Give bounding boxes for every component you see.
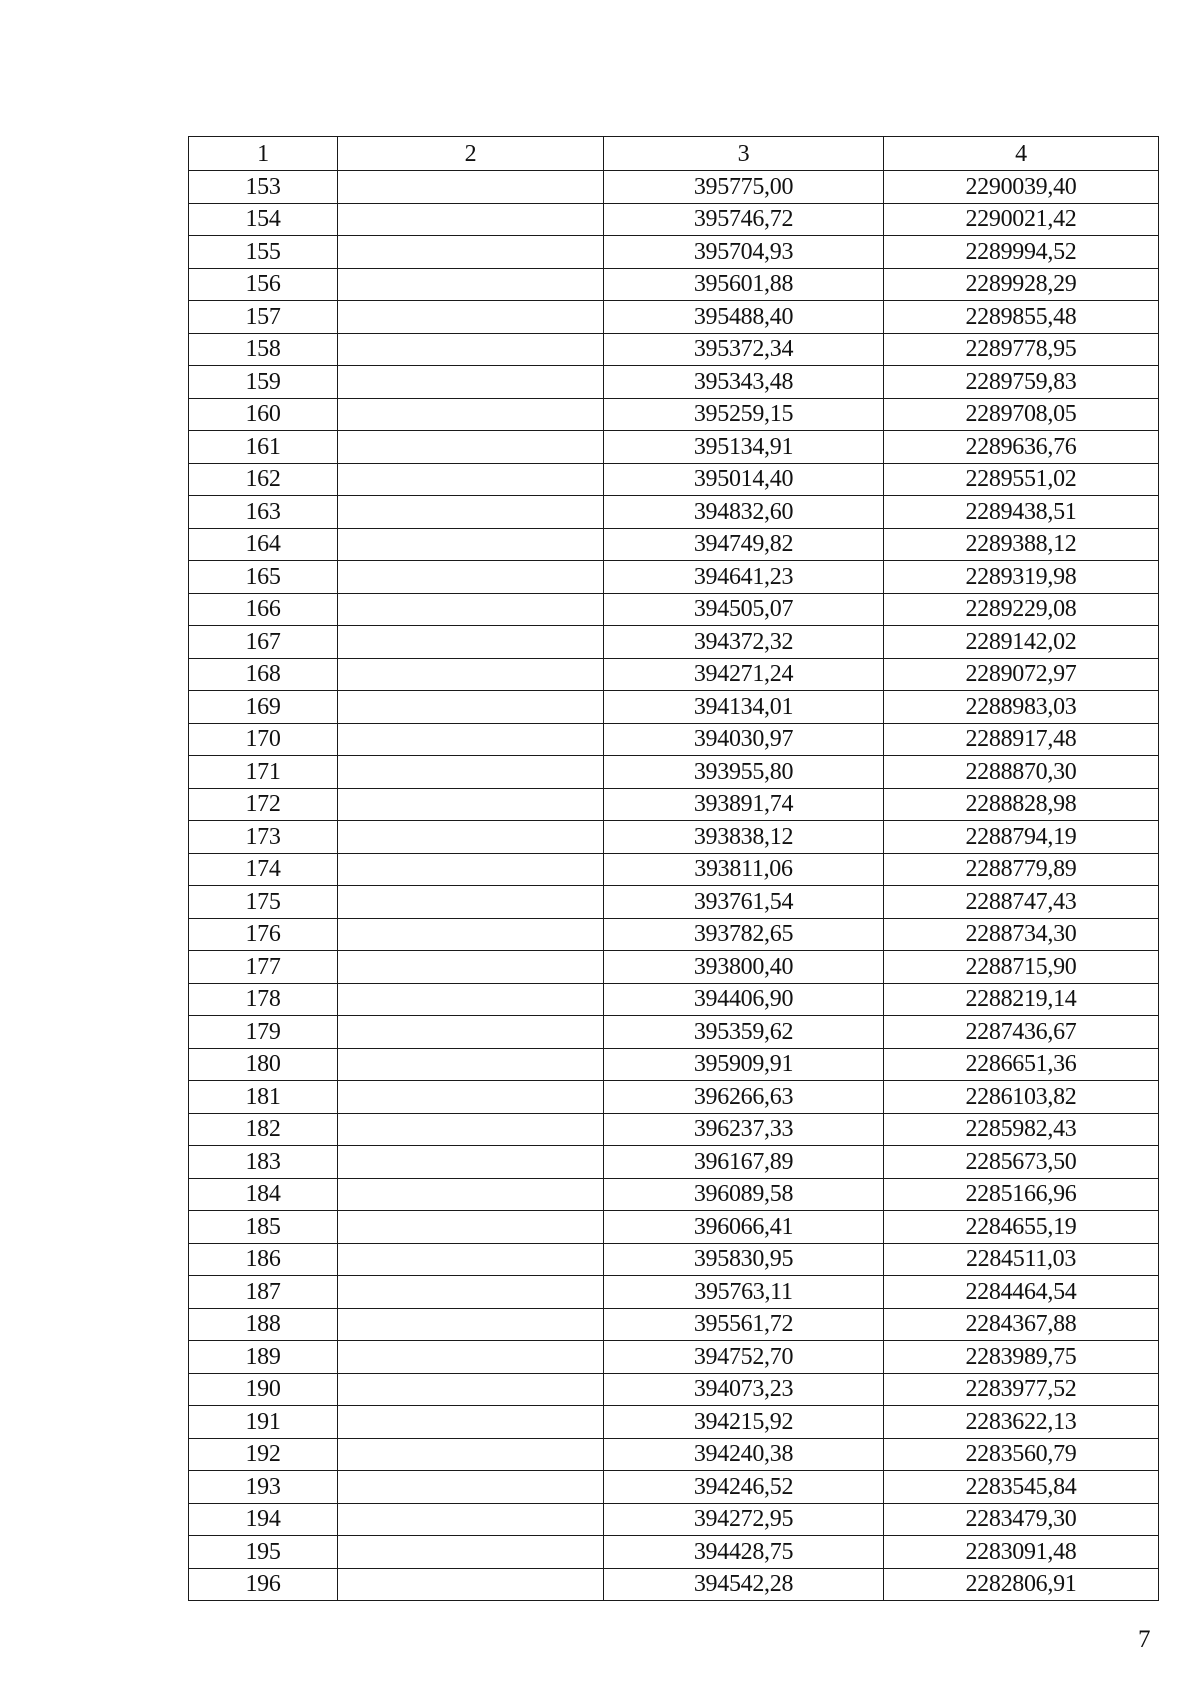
table-row bbox=[189, 1471, 1159, 1504]
y-coordinate-cell: 2288828,98 bbox=[884, 788, 1159, 821]
table-row bbox=[189, 366, 1159, 399]
point-number-cell: 185 bbox=[189, 1211, 338, 1244]
x-coordinate-cell: 394240,38 bbox=[604, 1438, 884, 1471]
point-number-cell: 194 bbox=[189, 1503, 338, 1536]
y-coordinate-cell: 2287436,67 bbox=[884, 1016, 1159, 1049]
description-cell bbox=[338, 463, 604, 496]
point-number-cell: 153 bbox=[189, 171, 338, 204]
description-cell bbox=[338, 1178, 604, 1211]
y-coordinate-cell: 2285166,96 bbox=[884, 1178, 1159, 1211]
x-coordinate-cell: 395601,88 bbox=[604, 268, 884, 301]
y-coordinate-cell: 2289759,83 bbox=[884, 366, 1159, 399]
point-number-cell: 174 bbox=[189, 853, 338, 886]
table-row bbox=[189, 1146, 1159, 1179]
y-coordinate-cell: 2289778,95 bbox=[884, 333, 1159, 366]
y-coordinate-cell: 2289388,12 bbox=[884, 528, 1159, 561]
y-coordinate-cell: 2288734,30 bbox=[884, 918, 1159, 951]
y-coordinate-cell: 2289855,48 bbox=[884, 301, 1159, 334]
table-row bbox=[189, 788, 1159, 821]
description-cell bbox=[338, 1406, 604, 1439]
y-coordinate-cell: 2290021,42 bbox=[884, 203, 1159, 236]
x-coordinate-cell: 393838,12 bbox=[604, 821, 884, 854]
x-coordinate-cell: 395134,91 bbox=[604, 431, 884, 464]
x-coordinate-cell: 393782,65 bbox=[604, 918, 884, 951]
x-coordinate-cell: 395704,93 bbox=[604, 236, 884, 269]
point-number-cell: 172 bbox=[189, 788, 338, 821]
description-cell bbox=[338, 1503, 604, 1536]
x-coordinate-cell: 394215,92 bbox=[604, 1406, 884, 1439]
x-coordinate-cell: 394271,24 bbox=[604, 658, 884, 691]
x-coordinate-cell: 394272,95 bbox=[604, 1503, 884, 1536]
description-cell bbox=[338, 626, 604, 659]
x-coordinate-cell: 394134,01 bbox=[604, 691, 884, 724]
description-cell bbox=[338, 398, 604, 431]
description-cell bbox=[338, 1536, 604, 1569]
table-row bbox=[189, 1113, 1159, 1146]
y-coordinate-cell: 2289551,02 bbox=[884, 463, 1159, 496]
point-number-cell: 170 bbox=[189, 723, 338, 756]
page-number: 7 bbox=[1138, 1626, 1151, 1653]
description-cell bbox=[338, 983, 604, 1016]
table-row bbox=[189, 886, 1159, 919]
table-row bbox=[189, 1178, 1159, 1211]
x-coordinate-cell: 394832,60 bbox=[604, 496, 884, 529]
table-header bbox=[189, 137, 1159, 171]
x-coordinate-cell: 396066,41 bbox=[604, 1211, 884, 1244]
description-cell bbox=[338, 1471, 604, 1504]
table-row bbox=[189, 1243, 1159, 1276]
description-cell bbox=[338, 1438, 604, 1471]
table-row bbox=[189, 463, 1159, 496]
description-cell bbox=[338, 788, 604, 821]
coordinates-table bbox=[188, 136, 1159, 1601]
table-row bbox=[189, 496, 1159, 529]
y-coordinate-cell: 2289636,76 bbox=[884, 431, 1159, 464]
x-coordinate-cell: 395343,48 bbox=[604, 366, 884, 399]
point-number-cell: 186 bbox=[189, 1243, 338, 1276]
description-cell bbox=[338, 1373, 604, 1406]
y-coordinate-cell: 2283545,84 bbox=[884, 1471, 1159, 1504]
description-cell bbox=[338, 1341, 604, 1374]
y-coordinate-cell: 2284655,19 bbox=[884, 1211, 1159, 1244]
table-row bbox=[189, 561, 1159, 594]
x-coordinate-cell: 395259,15 bbox=[604, 398, 884, 431]
x-coordinate-cell: 395763,11 bbox=[604, 1276, 884, 1309]
point-number-cell: 161 bbox=[189, 431, 338, 464]
description-cell bbox=[338, 918, 604, 951]
y-coordinate-cell: 2284464,54 bbox=[884, 1276, 1159, 1309]
table-row bbox=[189, 1081, 1159, 1114]
table-body bbox=[189, 171, 1159, 1601]
point-number-cell: 173 bbox=[189, 821, 338, 854]
table-row bbox=[189, 333, 1159, 366]
table-row bbox=[189, 1438, 1159, 1471]
point-number-cell: 168 bbox=[189, 658, 338, 691]
x-coordinate-cell: 393955,80 bbox=[604, 756, 884, 789]
x-coordinate-cell: 393811,06 bbox=[604, 853, 884, 886]
x-coordinate-cell: 395488,40 bbox=[604, 301, 884, 334]
column-header-3: 3 bbox=[604, 137, 884, 171]
point-number-cell: 177 bbox=[189, 951, 338, 984]
description-cell bbox=[338, 561, 604, 594]
y-coordinate-cell: 2288715,90 bbox=[884, 951, 1159, 984]
y-coordinate-cell: 2290039,40 bbox=[884, 171, 1159, 204]
point-number-cell: 180 bbox=[189, 1048, 338, 1081]
table-row bbox=[189, 203, 1159, 236]
x-coordinate-cell: 396089,58 bbox=[604, 1178, 884, 1211]
y-coordinate-cell: 2289072,97 bbox=[884, 658, 1159, 691]
table-row bbox=[189, 626, 1159, 659]
table-row bbox=[189, 658, 1159, 691]
description-cell bbox=[338, 236, 604, 269]
y-coordinate-cell: 2288794,19 bbox=[884, 821, 1159, 854]
x-coordinate-cell: 395014,40 bbox=[604, 463, 884, 496]
point-number-cell: 159 bbox=[189, 366, 338, 399]
y-coordinate-cell: 2285673,50 bbox=[884, 1146, 1159, 1179]
y-coordinate-cell: 2284367,88 bbox=[884, 1308, 1159, 1341]
point-number-cell: 192 bbox=[189, 1438, 338, 1471]
x-coordinate-cell: 394542,28 bbox=[604, 1568, 884, 1601]
description-cell bbox=[338, 951, 604, 984]
x-coordinate-cell: 393800,40 bbox=[604, 951, 884, 984]
description-cell bbox=[338, 593, 604, 626]
description-cell bbox=[338, 1243, 604, 1276]
point-number-cell: 182 bbox=[189, 1113, 338, 1146]
point-number-cell: 188 bbox=[189, 1308, 338, 1341]
x-coordinate-cell: 394752,70 bbox=[604, 1341, 884, 1374]
point-number-cell: 191 bbox=[189, 1406, 338, 1439]
y-coordinate-cell: 2282806,91 bbox=[884, 1568, 1159, 1601]
description-cell bbox=[338, 1276, 604, 1309]
table-row bbox=[189, 171, 1159, 204]
point-number-cell: 196 bbox=[189, 1568, 338, 1601]
x-coordinate-cell: 394505,07 bbox=[604, 593, 884, 626]
y-coordinate-cell: 2283091,48 bbox=[884, 1536, 1159, 1569]
point-number-cell: 154 bbox=[189, 203, 338, 236]
point-number-cell: 183 bbox=[189, 1146, 338, 1179]
description-cell bbox=[338, 853, 604, 886]
description-cell bbox=[338, 528, 604, 561]
table-row bbox=[189, 1373, 1159, 1406]
y-coordinate-cell: 2283622,13 bbox=[884, 1406, 1159, 1439]
x-coordinate-cell: 396266,63 bbox=[604, 1081, 884, 1114]
table-row bbox=[189, 268, 1159, 301]
description-cell bbox=[338, 723, 604, 756]
column-header-4: 4 bbox=[884, 137, 1159, 171]
y-coordinate-cell: 2288747,43 bbox=[884, 886, 1159, 919]
x-coordinate-cell: 394406,90 bbox=[604, 983, 884, 1016]
description-cell bbox=[338, 366, 604, 399]
description-cell bbox=[338, 171, 604, 204]
point-number-cell: 169 bbox=[189, 691, 338, 724]
x-coordinate-cell: 394030,97 bbox=[604, 723, 884, 756]
point-number-cell: 187 bbox=[189, 1276, 338, 1309]
point-number-cell: 178 bbox=[189, 983, 338, 1016]
y-coordinate-cell: 2289319,98 bbox=[884, 561, 1159, 594]
y-coordinate-cell: 2288917,48 bbox=[884, 723, 1159, 756]
x-coordinate-cell: 395775,00 bbox=[604, 171, 884, 204]
table-row bbox=[189, 1568, 1159, 1601]
point-number-cell: 195 bbox=[189, 1536, 338, 1569]
point-number-cell: 189 bbox=[189, 1341, 338, 1374]
x-coordinate-cell: 393761,54 bbox=[604, 886, 884, 919]
column-header-2: 2 bbox=[338, 137, 604, 171]
point-number-cell: 176 bbox=[189, 918, 338, 951]
x-coordinate-cell: 394372,32 bbox=[604, 626, 884, 659]
description-cell bbox=[338, 1113, 604, 1146]
table-row bbox=[189, 723, 1159, 756]
y-coordinate-cell: 2283560,79 bbox=[884, 1438, 1159, 1471]
point-number-cell: 171 bbox=[189, 756, 338, 789]
y-coordinate-cell: 2285982,43 bbox=[884, 1113, 1159, 1146]
y-coordinate-cell: 2286103,82 bbox=[884, 1081, 1159, 1114]
table-row bbox=[189, 1016, 1159, 1049]
table-row bbox=[189, 301, 1159, 334]
table-row bbox=[189, 1211, 1159, 1244]
description-cell bbox=[338, 1146, 604, 1179]
table-row bbox=[189, 431, 1159, 464]
table-row bbox=[189, 756, 1159, 789]
table-row bbox=[189, 1276, 1159, 1309]
y-coordinate-cell: 2286651,36 bbox=[884, 1048, 1159, 1081]
point-number-cell: 166 bbox=[189, 593, 338, 626]
x-coordinate-cell: 394641,23 bbox=[604, 561, 884, 594]
point-number-cell: 160 bbox=[189, 398, 338, 431]
table-row bbox=[189, 398, 1159, 431]
table-row bbox=[189, 1406, 1159, 1439]
x-coordinate-cell: 394428,75 bbox=[604, 1536, 884, 1569]
table-row bbox=[189, 918, 1159, 951]
x-coordinate-cell: 394073,23 bbox=[604, 1373, 884, 1406]
table-row bbox=[189, 853, 1159, 886]
x-coordinate-cell: 394749,82 bbox=[604, 528, 884, 561]
x-coordinate-cell: 395909,91 bbox=[604, 1048, 884, 1081]
y-coordinate-cell: 2284511,03 bbox=[884, 1243, 1159, 1276]
description-cell bbox=[338, 821, 604, 854]
x-coordinate-cell: 396237,33 bbox=[604, 1113, 884, 1146]
x-coordinate-cell: 394246,52 bbox=[604, 1471, 884, 1504]
x-coordinate-cell: 395561,72 bbox=[604, 1308, 884, 1341]
description-cell bbox=[338, 301, 604, 334]
description-cell bbox=[338, 431, 604, 464]
y-coordinate-cell: 2288983,03 bbox=[884, 691, 1159, 724]
y-coordinate-cell: 2283989,75 bbox=[884, 1341, 1159, 1374]
x-coordinate-cell: 396167,89 bbox=[604, 1146, 884, 1179]
point-number-cell: 179 bbox=[189, 1016, 338, 1049]
y-coordinate-cell: 2283977,52 bbox=[884, 1373, 1159, 1406]
description-cell bbox=[338, 203, 604, 236]
description-cell bbox=[338, 1568, 604, 1601]
table-row bbox=[189, 236, 1159, 269]
description-cell bbox=[338, 756, 604, 789]
description-cell bbox=[338, 1048, 604, 1081]
description-cell bbox=[338, 658, 604, 691]
point-number-cell: 163 bbox=[189, 496, 338, 529]
description-cell bbox=[338, 1308, 604, 1341]
description-cell bbox=[338, 496, 604, 529]
description-cell bbox=[338, 1211, 604, 1244]
point-number-cell: 184 bbox=[189, 1178, 338, 1211]
y-coordinate-cell: 2289994,52 bbox=[884, 236, 1159, 269]
table-row bbox=[189, 528, 1159, 561]
header-row bbox=[189, 137, 1159, 171]
x-coordinate-cell: 395830,95 bbox=[604, 1243, 884, 1276]
point-number-cell: 164 bbox=[189, 528, 338, 561]
description-cell bbox=[338, 886, 604, 919]
description-cell bbox=[338, 333, 604, 366]
point-number-cell: 158 bbox=[189, 333, 338, 366]
table-row bbox=[189, 983, 1159, 1016]
y-coordinate-cell: 2288779,89 bbox=[884, 853, 1159, 886]
point-number-cell: 167 bbox=[189, 626, 338, 659]
table-row bbox=[189, 1536, 1159, 1569]
y-coordinate-cell: 2283479,30 bbox=[884, 1503, 1159, 1536]
description-cell bbox=[338, 691, 604, 724]
point-number-cell: 193 bbox=[189, 1471, 338, 1504]
table-row bbox=[189, 593, 1159, 626]
description-cell bbox=[338, 1081, 604, 1114]
table-row bbox=[189, 1048, 1159, 1081]
x-coordinate-cell: 395359,62 bbox=[604, 1016, 884, 1049]
table-row bbox=[189, 1308, 1159, 1341]
description-cell bbox=[338, 268, 604, 301]
y-coordinate-cell: 2289708,05 bbox=[884, 398, 1159, 431]
point-number-cell: 156 bbox=[189, 268, 338, 301]
table-row bbox=[189, 691, 1159, 724]
point-number-cell: 165 bbox=[189, 561, 338, 594]
table-row bbox=[189, 1503, 1159, 1536]
table-row bbox=[189, 1341, 1159, 1374]
x-coordinate-cell: 393891,74 bbox=[604, 788, 884, 821]
table-row bbox=[189, 821, 1159, 854]
point-number-cell: 162 bbox=[189, 463, 338, 496]
y-coordinate-cell: 2289142,02 bbox=[884, 626, 1159, 659]
x-coordinate-cell: 395746,72 bbox=[604, 203, 884, 236]
column-header-1: 1 bbox=[189, 137, 338, 171]
x-coordinate-cell: 395372,34 bbox=[604, 333, 884, 366]
point-number-cell: 155 bbox=[189, 236, 338, 269]
y-coordinate-cell: 2289438,51 bbox=[884, 496, 1159, 529]
point-number-cell: 190 bbox=[189, 1373, 338, 1406]
table-row bbox=[189, 951, 1159, 984]
point-number-cell: 181 bbox=[189, 1081, 338, 1114]
y-coordinate-cell: 2288219,14 bbox=[884, 983, 1159, 1016]
point-number-cell: 175 bbox=[189, 886, 338, 919]
description-cell bbox=[338, 1016, 604, 1049]
y-coordinate-cell: 2288870,30 bbox=[884, 756, 1159, 789]
y-coordinate-cell: 2289229,08 bbox=[884, 593, 1159, 626]
point-number-cell: 157 bbox=[189, 301, 338, 334]
y-coordinate-cell: 2289928,29 bbox=[884, 268, 1159, 301]
